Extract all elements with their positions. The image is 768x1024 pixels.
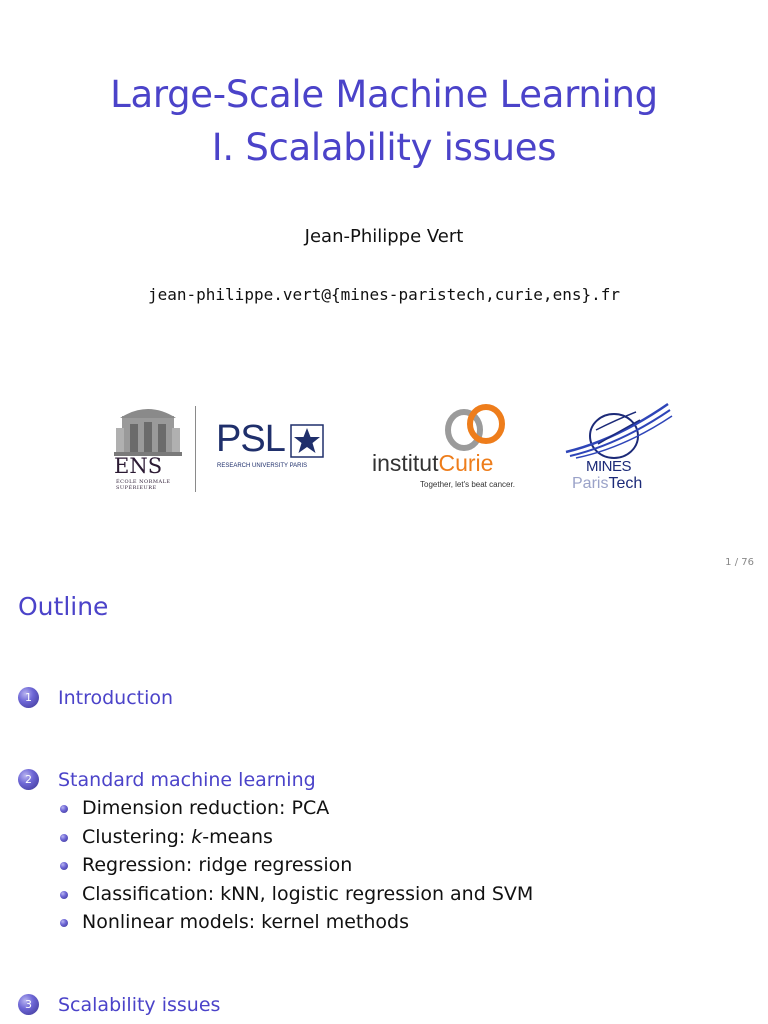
section-number-ball-icon: 1 [18, 687, 39, 708]
ens-logo-subtext [116, 479, 171, 491]
subsection-text-italic: k [191, 825, 203, 848]
page-number: 1 / 76 [725, 557, 754, 568]
curie-prefix: institut [372, 450, 439, 476]
mines-globe-icon [556, 400, 674, 464]
subsection-text: Regression: ridge regression [82, 854, 353, 876]
subsection-text-post: -means [202, 825, 273, 848]
slide-title-line-1: Large-Scale Machine Learning [110, 73, 658, 116]
subsection-item[interactable] [58, 794, 533, 823]
slide-title-line-2: I. Scalability issues [211, 126, 557, 169]
paristech-logo-text [572, 475, 642, 493]
curie-tagline: Together, let's beat cancer. [420, 480, 515, 489]
bullet-icon [60, 891, 68, 899]
bullet-icon [60, 919, 68, 927]
subsection-text: Classification: kNN, logistic regression and SVM [82, 882, 534, 905]
subsection-item[interactable] [58, 823, 533, 852]
paristech-tech: Tech [608, 475, 643, 492]
mines-logo-text: MINES [586, 458, 632, 475]
frame-title: Outline [18, 592, 109, 621]
ens-logo-text: ENS [114, 454, 163, 478]
author-email: jean-philippe.vert@{mines-paristech,curie,ens}.fr [147, 285, 620, 304]
curie-rings-icon [442, 404, 508, 454]
ens-building-icon [112, 402, 184, 456]
subsection-text-pre: Clustering: [82, 825, 192, 848]
curie-name: Curie [438, 450, 494, 476]
section-label: Standard machine learning [58, 769, 316, 791]
outline-slide [0, 580, 768, 1024]
psl-logo-text: PSL [216, 418, 285, 460]
author-name: Jean-Philippe Vert [304, 226, 464, 247]
ens-logo [112, 402, 184, 494]
section-label: Introduction [58, 687, 174, 709]
subsection-item[interactable] [58, 908, 533, 937]
subsection-text: Nonlinear models: kernel methods [82, 911, 409, 933]
curie-logo-text [372, 450, 493, 477]
psl-star-icon [290, 424, 324, 458]
psl-logo-subtext: RESEARCH UNIVERSITY PARIS [217, 463, 308, 469]
ens-sub-line-2: SUPÉRIEURE [116, 485, 157, 491]
subsection-item[interactable] [58, 851, 533, 880]
institut-curie-logo [372, 404, 520, 494]
paristech-paris: Paris [572, 475, 609, 492]
subsection-item[interactable] [58, 880, 533, 909]
logo-divider [195, 406, 196, 492]
subsection-text: Dimension reduction: PCA [82, 797, 330, 819]
subsection-list [58, 794, 533, 937]
psl-logo [216, 418, 334, 478]
ens-sub-line-1: ÉCOLE NORMALE [116, 479, 171, 485]
section-number-ball-icon: 2 [18, 769, 39, 790]
bullet-icon [60, 805, 68, 813]
bullet-icon [60, 834, 68, 842]
section-number-ball-icon: 3 [18, 994, 39, 1015]
section-label: Scalability issues [58, 994, 221, 1016]
mines-paristech-logo [556, 400, 674, 496]
bullet-icon [60, 862, 68, 870]
